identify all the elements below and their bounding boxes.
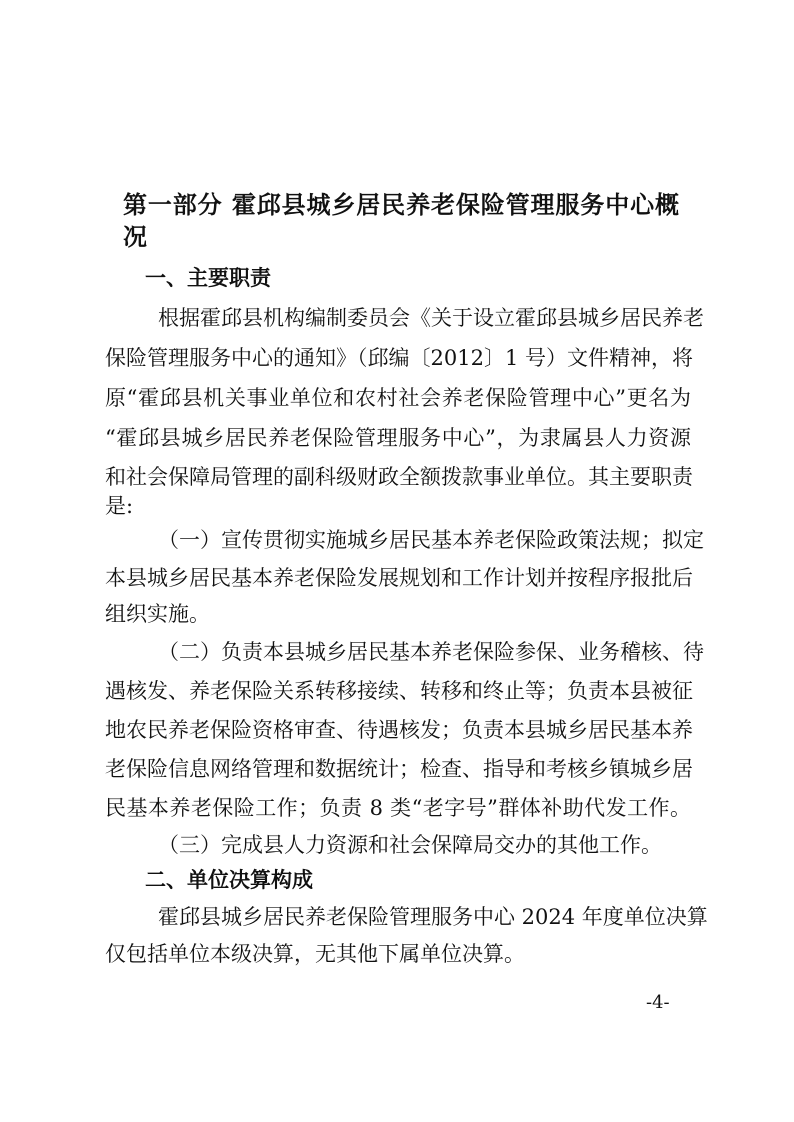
paragraph-line: 保险管理服务中心的通知》（邱编〔2012〕1 号）文件精神，将 xyxy=(105,346,693,370)
paragraph-line: （三）完成县人力资源和社会保障局交办的其他工作。 xyxy=(158,833,662,857)
paragraph-line: 是: xyxy=(105,494,134,518)
paragraph-line: 根据霍邱县机构编制委员会《关于设立霍邱县城乡居民养老 xyxy=(158,306,704,330)
paragraph-line: 原“霍邱县机关事业单位和农村社会养老保险管理中心”更名为 xyxy=(105,386,691,410)
paragraph-line: 地农民养老保险资格审查、待遇核发；负责本县城乡居民基本养 xyxy=(105,718,693,742)
paragraph-line: （二）负责本县城乡居民基本养老保险参保、业务稽核、待 xyxy=(158,640,704,664)
page-title: 第一部分 霍邱县城乡居民养老保险管理服务中心概况 xyxy=(123,191,679,251)
section-heading-composition: 二、单位决算构成 xyxy=(145,868,313,892)
paragraph-line: 组织实施。 xyxy=(105,602,210,626)
paragraph-line: 民基本养老保险工作；负责 8 类“老字号”群体补助代发工作。 xyxy=(105,796,691,820)
paragraph-line: 本县城乡居民基本养老保险发展规划和工作计划并按程序报批后 xyxy=(105,566,693,590)
paragraph-line: 遇核发、养老保险关系转移接续、转移和终止等；负责本县被征 xyxy=(105,679,693,703)
paragraph-line: （一）宣传贯彻实施城乡居民基本养老保险政策法规；拟定 xyxy=(158,528,704,552)
paragraph-line: 和社会保障局管理的副科级财政全额拨款事业单位。其主要职责 xyxy=(105,465,693,489)
page-number: -4- xyxy=(646,992,670,1013)
paragraph-line: 老保险信息网络管理和数据统计；检查、指导和考核乡镇城乡居 xyxy=(105,757,693,781)
paragraph-line: “霍邱县城乡居民养老保险管理服务中心”，为隶属县人力资源 xyxy=(105,426,691,450)
section-heading-duties: 一、主要职责 xyxy=(145,266,271,290)
paragraph-line: 仅包括单位本级决算，无其他下属单位决算。 xyxy=(105,942,525,966)
paragraph-line: 霍邱县城乡居民养老保险管理服务中心 2024 年度单位决算 xyxy=(158,905,708,929)
